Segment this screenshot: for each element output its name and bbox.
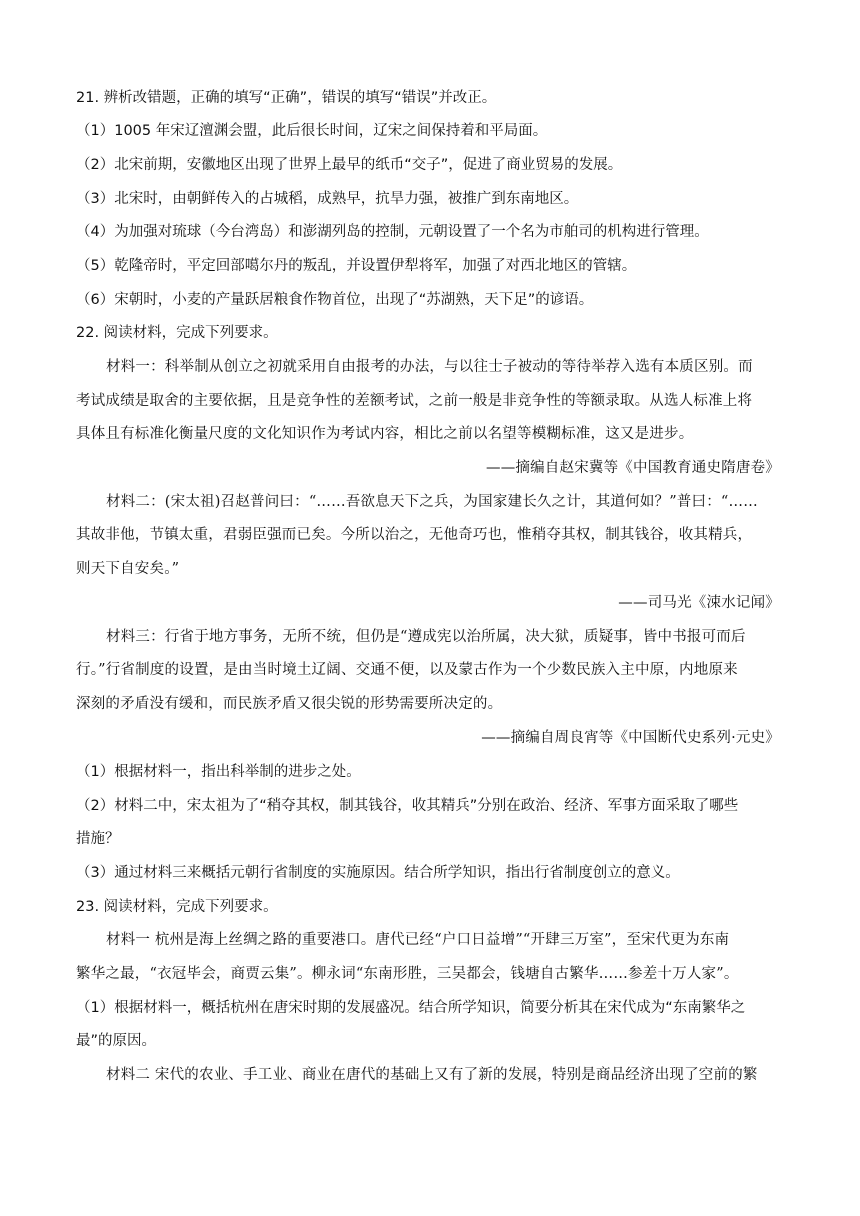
q22-material-3-line-2: 行。”行省制度的设置，是由当时境土辽阔、交通不便，以及蒙古作为一个少数民族入主中原，内地原来: [76, 662, 738, 678]
q23-question-1-cont: 最”的原因。: [76, 1033, 157, 1049]
q22-material-1-source: ——摘编自赵宋冀等《中国教育通史隋唐卷》: [486, 460, 780, 476]
q22-material-2-source: ——司马光《涑水记闻》: [618, 595, 780, 611]
q22-question-2: （2）材料二中，宋太祖为了“稍夺其权，制其钱谷，收其精兵”分别在政治、经济、军事方面采取了哪些: [76, 798, 739, 814]
q22-material-2-line-2: 其故非他，节镇太重，君弱臣强而已矣。今所以治之，无他奇巧也，惟稍夺其权，制其钱谷，收其精兵，: [76, 527, 753, 543]
q22-material-3-line-1: 材料三：行省于地方事务，无所不统，但仍是“遵成宪以治所属，决大狱，质疑事，皆中书报可而后: [106, 629, 746, 645]
q21-item-3: （3）北宋时，由朝鲜传入的占城稻，成熟早，抗旱力强，被推广到东南地区。: [76, 191, 579, 207]
q22-material-3-source: ——摘编自周良宵等《中国断代史系列·元史》: [481, 730, 780, 746]
q21-item-1: （1）1005 年宋辽澶渊会盟，此后很长时间，辽宋之间保持着和平局面。: [76, 123, 548, 139]
q21-item-6: （6）宋朝时，小麦的产量跃居粮食作物首位，出现了“苏湖熟，天下足”的谚语。: [76, 292, 594, 308]
q23-title: 23. 阅读材料，完成下列要求。: [76, 899, 278, 915]
q22-material-1-line-2: 考试成绩是取舍的主要依据，且是竞争性的差额考试，之前一般是非竞争性的等额录取。从选人标准上将: [76, 393, 753, 409]
q22-material-2-line-3: 则天下自安矣。”: [76, 561, 180, 577]
q22-question-1: （1）根据材料一，指出科举制的进步之处。: [76, 764, 361, 780]
q23-material-1-line-1: 材料一 杭州是海上丝绸之路的重要港口。唐代已经“户口日益增”“开肆三万室”，至宋代更为东南: [106, 932, 730, 948]
q21-item-4: （4）为加强对琉球（今台湾岛）和澎湖列岛的控制，元朝设置了一个名为市舶司的机构进行管理。: [76, 224, 709, 240]
q22-material-1-line-3: 具体且有标准化衡量尺度的文化知识作为考试内容，相比之前以名望等模糊标准，这又是进步。: [76, 426, 694, 442]
q22-title: 22. 阅读材料，完成下列要求。: [76, 325, 278, 341]
q22-question-3: （3）通过材料三来概括元朝行省制度的实施原因。结合所学知识，指出行省制度创立的意义。: [76, 865, 680, 881]
q22-question-2-cont: 措施？: [76, 831, 120, 847]
q23-material-2-line-1: 材料二 宋代的农业、手工业、商业在唐代的基础上又有了新的发展，特别是商品经济出现了空前的繁: [106, 1067, 758, 1083]
q21-item-5: （5）乾隆帝时，平定回部噶尔丹的叛乱，并设置伊犁将军，加强了对西北地区的管辖。: [76, 258, 637, 274]
q23-material-1-line-2: 繁华之最，“衣冠毕会，商贾云集”。柳永词“东南形胜，三吴都会，钱塘自古繁华……参差十万人家”。: [76, 966, 739, 982]
q22-material-3-line-3: 深刻的矛盾没有缓和，而民族矛盾又很尖锐的形势需要所决定的。: [76, 696, 503, 712]
q21-title: 21. 辨析改错题，正确的填写“正确”，错误的填写“错误”并改正。: [76, 90, 497, 106]
q22-material-2-line-1: 材料二：(宋太祖)召赵普问曰：“……吾欲息天下之兵，为国家建长久之计，其道何如？”普曰：“……: [106, 494, 758, 510]
q22-material-1-line-1: 材料一：科举制从创立之初就采用自由报考的办法，与以往士子被动的等待举荐入选有本质区别。而: [106, 359, 753, 375]
q21-item-2: （2）北宋前期，安徽地区出现了世界上最早的纸币“交子”，促进了商业贸易的发展。: [76, 157, 623, 173]
q23-question-1: （1）根据材料一，概括杭州在唐宋时期的发展盛况。结合所学知识，简要分析其在宋代成为“东南繁华之: [76, 1000, 746, 1016]
